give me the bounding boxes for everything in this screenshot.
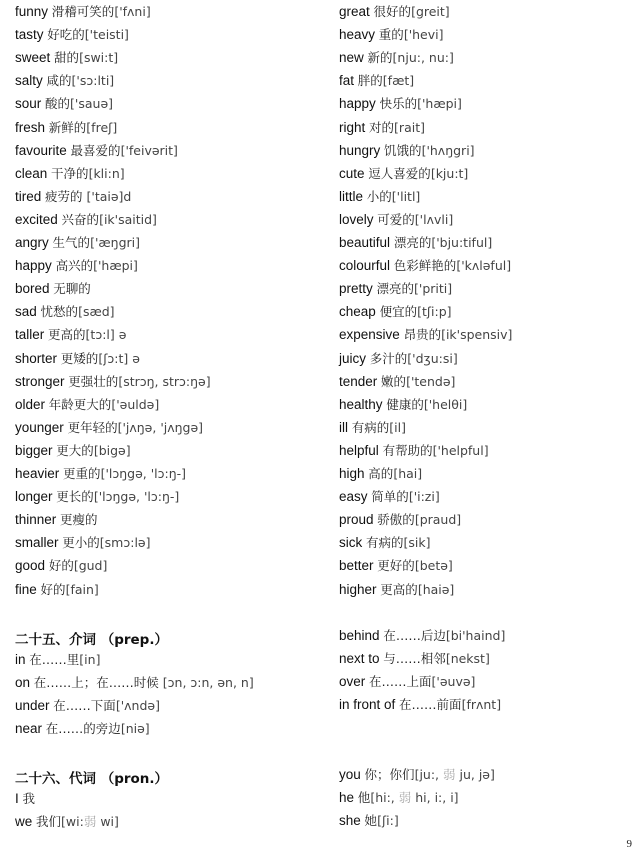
phonetic: [wi: bbox=[61, 814, 84, 830]
phonetic: [freʃ] bbox=[86, 119, 118, 135]
english-word: smaller bbox=[15, 535, 59, 551]
english-word: fresh bbox=[15, 119, 46, 135]
chinese-meaning: 疲劳的 bbox=[45, 188, 83, 204]
chinese-meaning: 咸的 bbox=[46, 73, 72, 89]
chinese-meaning: 多汁的 bbox=[369, 350, 408, 366]
chinese-meaning: 你；你们 bbox=[364, 767, 415, 782]
phonetic: ['æŋgri] bbox=[90, 235, 140, 250]
english-word: beautiful bbox=[339, 235, 391, 250]
english-word: bored bbox=[15, 281, 50, 297]
english-word: she bbox=[339, 813, 361, 829]
vocab-entry bbox=[339, 489, 440, 505]
chinese-meaning: 她 bbox=[364, 813, 378, 829]
chinese-meaning: 更年轻的 bbox=[67, 419, 118, 435]
chinese-meaning: 我们 bbox=[36, 814, 62, 830]
english-word: fine bbox=[15, 581, 37, 597]
english-word: we bbox=[15, 814, 33, 830]
chinese-meaning: 好的 bbox=[48, 558, 74, 574]
phonetic: [nekst] bbox=[445, 651, 490, 667]
phonetic: ['tendə] bbox=[406, 373, 456, 389]
vocab-entry bbox=[339, 582, 454, 598]
phonetic: [greit] bbox=[411, 4, 450, 19]
phonetic: [hi:, bbox=[370, 790, 399, 806]
phonetic: [strɔŋ, strɔ:ŋə] bbox=[118, 373, 211, 389]
vocab-entry bbox=[339, 258, 511, 274]
chinese-meaning: 新的 bbox=[367, 50, 393, 66]
vocab-entry bbox=[339, 166, 468, 182]
vocab-entry bbox=[339, 558, 453, 574]
chinese-meaning: 在……上；在……时候 bbox=[33, 675, 163, 691]
chinese-meaning: 重的 bbox=[378, 27, 404, 43]
phonetic: [smɔ:lə] bbox=[99, 535, 151, 551]
english-word: tasty bbox=[15, 27, 44, 43]
english-word: pretty bbox=[339, 281, 373, 297]
vocab-entry bbox=[339, 50, 454, 66]
vocab-entry bbox=[15, 143, 178, 159]
english-word: in bbox=[15, 652, 26, 667]
english-word: high bbox=[339, 466, 365, 481]
chinese-meaning: 漂亮的 bbox=[393, 235, 432, 250]
weak-form-marker: 弱 bbox=[398, 790, 412, 806]
chinese-meaning: 可爱的 bbox=[377, 211, 415, 227]
english-word: happy bbox=[339, 96, 376, 112]
chinese-meaning: 简单的 bbox=[371, 489, 409, 505]
phonetic: ['hʌŋgri] bbox=[421, 142, 475, 158]
chinese-meaning: 更小的 bbox=[62, 535, 100, 551]
phonetic: [ɔn, ɔ:n, ən, n] bbox=[162, 675, 254, 691]
phonetic: ['taiə]d bbox=[82, 188, 132, 204]
english-word: bigger bbox=[15, 442, 53, 458]
chinese-meaning: 更强壮的 bbox=[68, 373, 119, 389]
vocab-entry bbox=[339, 466, 422, 482]
english-word: sick bbox=[339, 535, 363, 551]
english-word: on bbox=[15, 675, 31, 691]
english-word: happy bbox=[15, 258, 52, 274]
english-word: taller bbox=[15, 327, 45, 343]
phonetic: [kli:n] bbox=[88, 165, 125, 181]
vocab-entry bbox=[339, 397, 467, 413]
phonetic: ['priti] bbox=[414, 281, 453, 297]
chinese-meaning: 好吃的 bbox=[47, 27, 85, 43]
phonetic: [ʃi:] bbox=[377, 813, 399, 829]
english-word: excited bbox=[15, 211, 58, 227]
phonetic: ['sauə] bbox=[70, 96, 114, 112]
vocab-entry bbox=[15, 166, 125, 182]
chinese-meaning: 很好的 bbox=[373, 4, 412, 19]
chinese-meaning: 有病的 bbox=[366, 535, 404, 551]
vocab-entry bbox=[15, 582, 99, 598]
vocab-entry bbox=[15, 558, 107, 574]
vocab-entry bbox=[15, 351, 140, 367]
vocab-entry bbox=[339, 304, 452, 320]
chinese-meaning: 更大的 bbox=[56, 442, 94, 458]
english-word: heavy bbox=[339, 27, 376, 43]
chinese-meaning: 漂亮的 bbox=[376, 281, 415, 297]
phonetic: [fæt] bbox=[382, 73, 415, 89]
phonetic: [kju:t] bbox=[430, 165, 469, 181]
english-word: healthy bbox=[339, 396, 383, 412]
phonetic: ['teisti] bbox=[84, 27, 129, 43]
chinese-meaning: 有病的 bbox=[351, 419, 390, 435]
vocab-entry bbox=[15, 489, 179, 505]
vocab-entry bbox=[339, 73, 414, 89]
chinese-meaning: 嫩的 bbox=[381, 373, 407, 389]
english-word: you bbox=[339, 767, 361, 782]
english-word: sad bbox=[15, 304, 37, 320]
chinese-meaning: 在……的旁边 bbox=[45, 721, 121, 737]
section-26-heading: 二十六、代词 （pron.） bbox=[15, 771, 169, 787]
vocab-entry bbox=[15, 120, 117, 136]
english-word: fat bbox=[339, 73, 355, 89]
vocab-entry bbox=[339, 628, 505, 644]
vocab-entry bbox=[15, 675, 254, 691]
vocab-entry bbox=[339, 790, 459, 806]
vocab-entry bbox=[15, 4, 151, 20]
phonetic: [praud] bbox=[414, 512, 462, 528]
chinese-meaning: 便宜的 bbox=[379, 304, 418, 320]
vocab-entry bbox=[15, 96, 113, 112]
chinese-meaning: 滑稽可笑的 bbox=[51, 4, 115, 19]
english-word: sweet bbox=[15, 50, 51, 66]
english-word: longer bbox=[15, 489, 53, 505]
english-word: cute bbox=[339, 165, 365, 181]
chinese-meaning: 在……下面 bbox=[53, 698, 116, 714]
phonetic-weak-form: hi, i:, i] bbox=[411, 790, 459, 806]
vocab-entry bbox=[339, 420, 406, 436]
chinese-meaning: 与……相邻 bbox=[383, 651, 446, 667]
vocab-entry bbox=[339, 813, 399, 829]
chinese-meaning: 饥饿的 bbox=[384, 142, 422, 158]
english-word: younger bbox=[15, 419, 64, 435]
vocab-entry bbox=[15, 420, 203, 436]
vocab-entry bbox=[15, 304, 115, 320]
vocab-entry bbox=[339, 27, 444, 43]
vocab-entry bbox=[15, 73, 114, 89]
chinese-meaning: 小的 bbox=[366, 188, 392, 204]
phonetic: ['hæpi] bbox=[93, 258, 138, 274]
vocab-entry bbox=[15, 791, 35, 807]
phonetic: [swi:t] bbox=[79, 50, 119, 66]
phonetic: ['fʌni] bbox=[114, 4, 151, 19]
phonetic: ['hevi] bbox=[403, 27, 444, 43]
phonetic: [betə] bbox=[414, 558, 453, 574]
phonetic: ['sɔ:lti] bbox=[71, 73, 115, 89]
vocab-entry bbox=[15, 814, 119, 830]
english-word: in front of bbox=[339, 697, 396, 713]
english-word: colourful bbox=[339, 258, 391, 274]
chinese-meaning: 生气的 bbox=[52, 235, 91, 250]
english-word: cheap bbox=[339, 304, 376, 320]
phonetic: [il] bbox=[389, 419, 406, 435]
chinese-meaning: 更瘦的 bbox=[60, 512, 98, 528]
vocab-entry bbox=[339, 767, 495, 783]
chinese-meaning: 高兴的 bbox=[55, 258, 94, 274]
chinese-meaning: 好的 bbox=[40, 581, 66, 597]
chinese-meaning: 有帮助的 bbox=[382, 442, 433, 458]
phonetic: ['lɔŋgə, 'lɔ:ŋ-] bbox=[93, 489, 180, 505]
english-word: new bbox=[339, 50, 364, 66]
chinese-meaning: 他 bbox=[357, 790, 371, 806]
section-25-heading: 二十五、介词 （prep.） bbox=[15, 632, 168, 648]
english-word: lovely bbox=[339, 211, 374, 227]
weak-form-marker: 弱 bbox=[443, 767, 456, 782]
vocab-entry bbox=[15, 281, 91, 297]
phonetic: ['feivərit] bbox=[120, 142, 178, 158]
english-word: expensive bbox=[339, 327, 400, 343]
phonetic: ['helpful] bbox=[432, 442, 489, 458]
chinese-meaning: 逗人喜爱的 bbox=[368, 165, 431, 181]
english-word: sour bbox=[15, 96, 42, 112]
chinese-meaning: 对的 bbox=[369, 119, 395, 135]
phonetic: [tɔ:l] ə bbox=[85, 327, 127, 343]
vocab-entry bbox=[339, 4, 450, 20]
vocab-entry bbox=[15, 258, 138, 274]
vocab-entry bbox=[339, 443, 489, 459]
chinese-meaning: 高的 bbox=[368, 466, 394, 481]
chinese-meaning: 色彩鲜艳的 bbox=[393, 258, 457, 274]
english-word: older bbox=[15, 396, 46, 412]
english-word: clean bbox=[15, 165, 48, 181]
phonetic: [fain] bbox=[65, 581, 99, 597]
chinese-meaning: 更好的 bbox=[377, 558, 415, 574]
phonetic: [sæd] bbox=[78, 304, 115, 320]
chinese-meaning: 在……上面 bbox=[369, 674, 432, 690]
chinese-meaning: 在……里 bbox=[29, 652, 80, 667]
page-number: 9 bbox=[626, 838, 632, 850]
vocab-entry bbox=[15, 327, 126, 343]
english-word: stronger bbox=[15, 373, 65, 389]
vocab-entry bbox=[339, 351, 458, 367]
phonetic: [gud] bbox=[73, 558, 108, 574]
vocab-entry bbox=[15, 721, 150, 737]
chinese-meaning: 更长的 bbox=[56, 489, 94, 505]
chinese-meaning: 更重的 bbox=[63, 466, 101, 481]
phonetic: [rait] bbox=[394, 119, 425, 135]
vocab-entry bbox=[339, 651, 490, 667]
vocab-entry bbox=[339, 535, 431, 551]
vocab-entry bbox=[15, 466, 186, 482]
vocab-entry bbox=[339, 374, 455, 390]
vocab-entry bbox=[15, 212, 157, 228]
vocab-entry bbox=[15, 652, 100, 668]
english-word: funny bbox=[15, 4, 49, 19]
weak-form-marker: 弱 bbox=[83, 814, 97, 830]
vocab-entry bbox=[339, 189, 420, 205]
phonetic: ['i:zi] bbox=[408, 489, 440, 505]
english-word: higher bbox=[339, 581, 377, 597]
phonetic: ['litl] bbox=[391, 188, 421, 204]
chinese-meaning: 快乐的 bbox=[379, 96, 418, 112]
phonetic: [nju:, nu:] bbox=[392, 50, 454, 66]
phonetic: [tʃi:p] bbox=[417, 304, 452, 320]
phonetic-weak-form: ju, jə] bbox=[455, 767, 495, 782]
chinese-meaning: 忧愁的 bbox=[40, 304, 79, 320]
english-word: under bbox=[15, 698, 50, 714]
phonetic: [bi'haind] bbox=[445, 628, 506, 643]
english-word: easy bbox=[339, 489, 368, 505]
phonetic: ['hæpi] bbox=[417, 96, 462, 112]
chinese-meaning: 昂贵的 bbox=[403, 327, 442, 343]
english-word: heavier bbox=[15, 466, 60, 481]
phonetic-weak-form: wi] bbox=[96, 814, 119, 830]
phonetic: [niə] bbox=[120, 721, 150, 737]
phonetic: ['kʌləful] bbox=[456, 258, 512, 274]
english-word: right bbox=[339, 119, 366, 135]
phonetic: [haiə] bbox=[417, 581, 455, 597]
vocab-entry bbox=[339, 143, 475, 159]
phonetic: ['dʒu:si] bbox=[407, 350, 458, 366]
english-word: hungry bbox=[339, 142, 381, 158]
vocab-entry bbox=[15, 50, 118, 66]
phonetic: [frʌnt] bbox=[461, 697, 502, 713]
chinese-meaning: 在……后边 bbox=[383, 628, 446, 643]
vocab-entry bbox=[15, 397, 159, 413]
phonetic: [ik'saitid] bbox=[99, 211, 157, 227]
vocab-entry bbox=[339, 512, 461, 528]
vocab-entry bbox=[339, 212, 453, 228]
chinese-meaning: 年龄更大的 bbox=[48, 396, 112, 412]
phonetic: [ʃɔ:t] ə bbox=[98, 350, 140, 366]
phonetic: ['lʌvli] bbox=[414, 211, 454, 227]
chinese-meaning: 干净的 bbox=[51, 165, 89, 181]
chinese-meaning: 骄傲的 bbox=[377, 512, 415, 528]
english-word: angry bbox=[15, 235, 49, 250]
chinese-meaning: 在……前面 bbox=[399, 697, 462, 713]
english-word: proud bbox=[339, 512, 374, 528]
english-word: thinner bbox=[15, 512, 57, 528]
english-word: over bbox=[339, 674, 366, 690]
english-word: tired bbox=[15, 188, 42, 204]
chinese-meaning: 甜的 bbox=[54, 50, 80, 66]
chinese-meaning: 我 bbox=[22, 791, 36, 806]
english-word: near bbox=[15, 721, 43, 737]
english-word: ill bbox=[339, 419, 348, 435]
phonetic: ['bju:tiful] bbox=[431, 235, 493, 250]
vocab-entry bbox=[339, 235, 492, 251]
chinese-meaning: 健康的 bbox=[386, 396, 424, 412]
chinese-meaning: 胖的 bbox=[357, 73, 383, 89]
english-word: favourite bbox=[15, 142, 67, 158]
english-word: next to bbox=[339, 651, 380, 667]
vocab-entry bbox=[339, 674, 475, 690]
chinese-meaning: 更矮的 bbox=[60, 350, 99, 366]
english-word: little bbox=[339, 188, 364, 204]
vocab-entry bbox=[15, 698, 160, 714]
phonetic: [hai] bbox=[393, 466, 423, 481]
chinese-meaning: 最喜爱的 bbox=[70, 142, 121, 158]
vocab-entry bbox=[339, 327, 512, 343]
chinese-meaning: 更高的 bbox=[380, 581, 418, 597]
vocab-entry bbox=[339, 281, 452, 297]
vocab-entry bbox=[15, 443, 131, 459]
vocab-entry bbox=[15, 535, 150, 551]
chinese-meaning: 更高的 bbox=[48, 327, 86, 343]
english-word: juicy bbox=[339, 350, 367, 366]
english-word: good bbox=[15, 558, 46, 574]
phonetic: [ik'spensiv] bbox=[441, 327, 513, 343]
english-word: behind bbox=[339, 628, 380, 643]
vocab-entry bbox=[15, 235, 140, 251]
phonetic: [in] bbox=[79, 652, 101, 667]
english-word: tender bbox=[339, 373, 378, 389]
vocab-entry bbox=[339, 96, 462, 112]
vocab-entry bbox=[339, 697, 501, 713]
english-word: salty bbox=[15, 73, 43, 89]
phonetic: ['lɔŋgə, 'lɔ:ŋ-] bbox=[100, 466, 187, 481]
phonetic: [ju:, bbox=[414, 767, 443, 782]
english-word: I bbox=[15, 791, 19, 806]
vocab-entry bbox=[15, 27, 129, 43]
chinese-meaning: 酸的 bbox=[45, 96, 71, 112]
english-word: helpful bbox=[339, 442, 379, 458]
english-word: great bbox=[339, 4, 370, 19]
chinese-meaning: 新鲜的 bbox=[48, 119, 87, 135]
phonetic: [sik] bbox=[403, 535, 431, 551]
chinese-meaning: 无聊的 bbox=[53, 281, 91, 297]
phonetic: ['jʌŋə, 'jʌŋgə] bbox=[117, 419, 204, 435]
vocab-entry bbox=[15, 374, 211, 390]
chinese-meaning: 兴奋的 bbox=[61, 211, 100, 227]
vocab-entry bbox=[15, 189, 131, 205]
phonetic: ['helθi] bbox=[423, 396, 468, 412]
english-word: he bbox=[339, 790, 355, 806]
phonetic: [bigə] bbox=[93, 442, 131, 458]
phonetic: ['ʌndə] bbox=[115, 698, 160, 714]
english-word: better bbox=[339, 558, 374, 574]
vocab-entry bbox=[15, 512, 98, 528]
phonetic: ['əuldə] bbox=[111, 396, 160, 412]
english-word: shorter bbox=[15, 350, 58, 366]
vocab-entry bbox=[339, 120, 425, 136]
phonetic: ['əuvə] bbox=[431, 674, 476, 690]
